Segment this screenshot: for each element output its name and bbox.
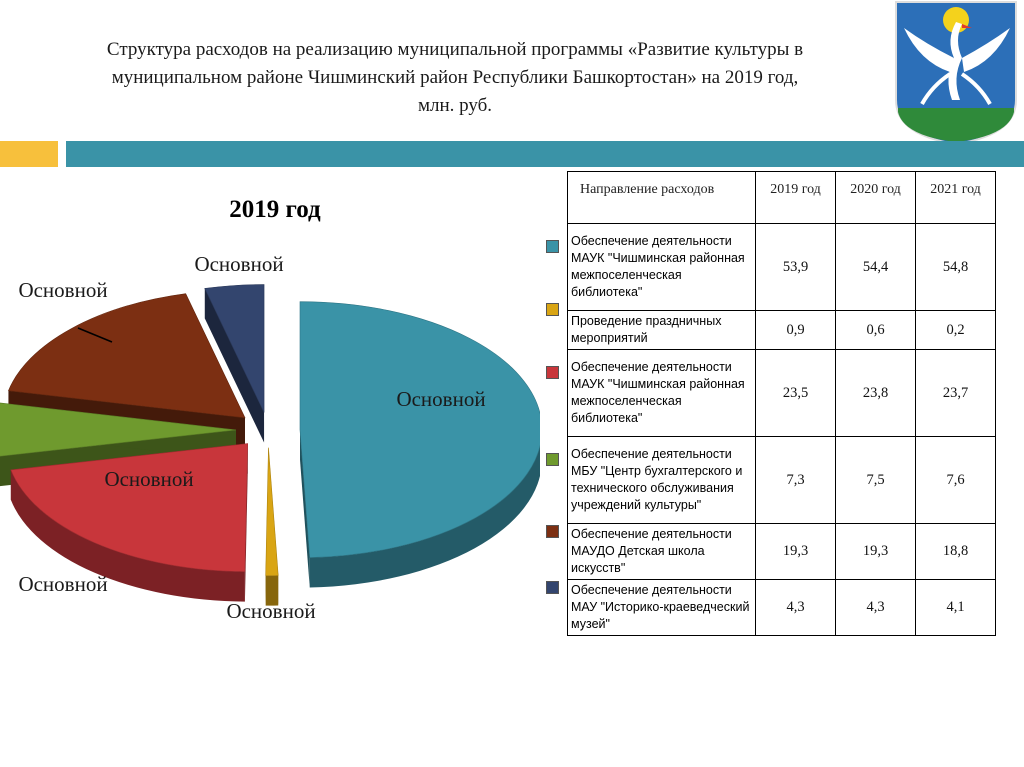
- legend-swatch: [546, 453, 559, 466]
- table-cell-value: 0,6: [836, 311, 916, 350]
- table-cell-value: 53,9: [756, 224, 836, 311]
- legend-swatch: [546, 525, 559, 538]
- table-cell-value: 23,5: [756, 350, 836, 437]
- table-cell-value: 19,3: [836, 524, 916, 580]
- table-cell-value: 0,2: [916, 311, 996, 350]
- legend-swatch: [546, 581, 559, 594]
- expense-table: [567, 171, 996, 636]
- table-row: [568, 437, 996, 524]
- slice-label: Основной: [18, 572, 108, 596]
- table-cell-value: 54,8: [916, 224, 996, 311]
- table-cell-value: 54,4: [836, 224, 916, 311]
- table-cell-value: 4,3: [756, 580, 836, 636]
- table-cell-category: Обеспечение деятельности МАУК "Чишминская районная межпоселенческая библиотека": [568, 224, 756, 311]
- slide-title-line: Структура расходов на реализацию муниципальной программы «Развитие культуры в: [106, 39, 804, 60]
- decorative-band-orange: [0, 141, 58, 167]
- table-cell-value: 18,8: [916, 524, 996, 580]
- table-header-cell: Направление расходов: [568, 172, 756, 224]
- table-header-cell: 2019 год: [756, 172, 836, 224]
- slice-label: Основной: [226, 599, 316, 623]
- legend-swatch: [546, 303, 559, 316]
- table-cell-value: 4,3: [836, 580, 916, 636]
- legend-swatch: [546, 366, 559, 379]
- slice-label: Основной: [104, 467, 194, 491]
- table-cell-category: Обеспечение деятельности МБУ "Центр бухгалтерского и технического обслуживания учреждений культуры": [568, 437, 756, 524]
- slice-label: Основной: [396, 387, 486, 411]
- table-cell-value: 23,7: [916, 350, 996, 437]
- table-row: [568, 224, 996, 311]
- table-header-row: [568, 172, 996, 224]
- table-row: [568, 350, 996, 437]
- decorative-band-teal: [66, 141, 1024, 167]
- table-cell-category: Обеспечение деятельности МАУ "Историко-краеведческий музей": [568, 580, 756, 636]
- slide-title-line: муниципальном районе Чишминский район Республики Башкортостан» на 2019 год,: [111, 67, 799, 88]
- table-cell-value: 4,1: [916, 580, 996, 636]
- table-cell-value: 19,3: [756, 524, 836, 580]
- table-cell-category: Обеспечение деятельности МАУДО Детская школа искусств": [568, 524, 756, 580]
- table-row: [568, 311, 996, 350]
- table-cell-category: Обеспечение деятельности МАУК "Чишминская районная межпоселенческая библиотека": [568, 350, 756, 437]
- table-cell-value: 7,3: [756, 437, 836, 524]
- legend: [0, 0, 1, 1]
- table-cell-value: 23,8: [836, 350, 916, 437]
- legend-swatch: [546, 240, 559, 253]
- table-cell-value: 7,6: [916, 437, 996, 524]
- chart-title: 2019 год: [229, 196, 321, 223]
- table-cell-category: Проведение праздничных мероприятий: [568, 311, 756, 350]
- table-header-cell: 2020 год: [836, 172, 916, 224]
- pie-slice: [266, 448, 279, 576]
- table-cell-value: 0,9: [756, 311, 836, 350]
- slice-label: Основной: [18, 278, 108, 302]
- table-cell-value: 7,5: [836, 437, 916, 524]
- slice-label: Основной: [194, 252, 284, 276]
- slide-title-line: млн. руб.: [417, 95, 493, 116]
- table-row: [568, 524, 996, 580]
- slide-title: [20, 36, 890, 120]
- table-header-cell: 2021 год: [916, 172, 996, 224]
- table-row: [568, 580, 996, 636]
- coat-of-arms-crane-icon: [892, 0, 1020, 146]
